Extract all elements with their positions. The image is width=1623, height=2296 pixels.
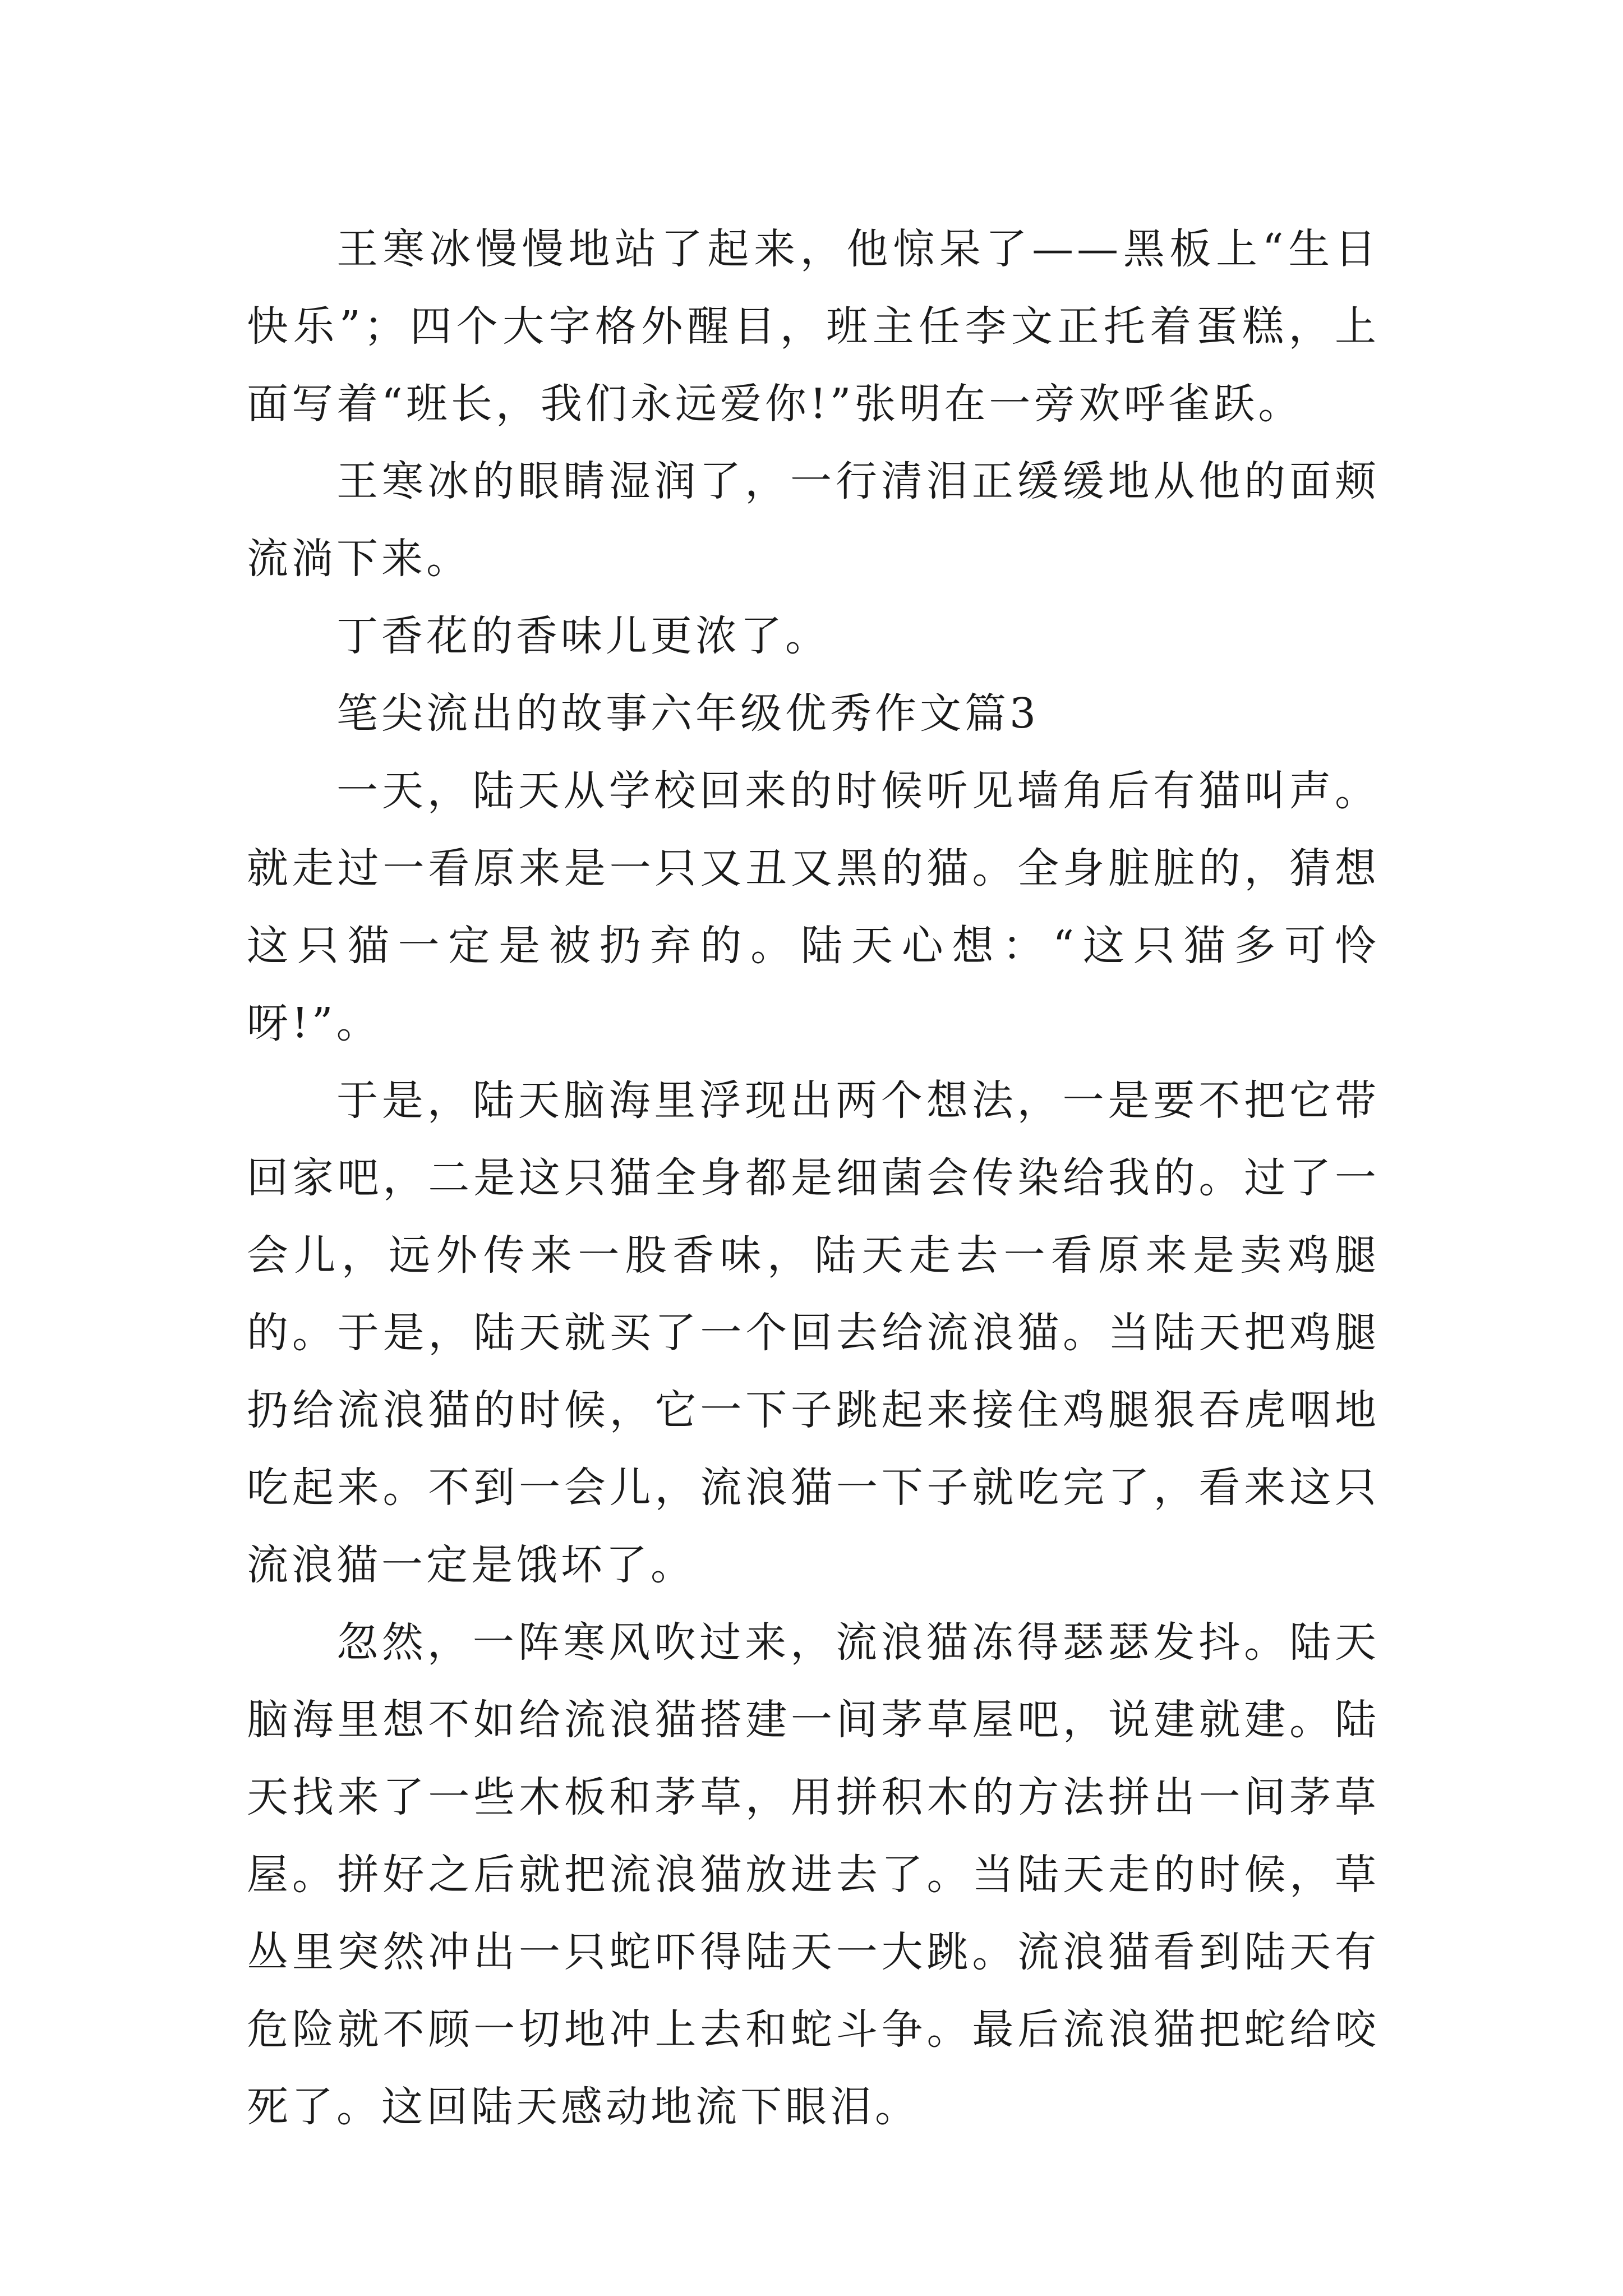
paragraph-tears: 王寒冰的眼睛湿润了，一行清泪正缓缓地从他的面颊流淌下来。: [247, 457, 1380, 583]
paragraph-feeding-cat: 于是，陆天脑海里浮现出两个想法，一是要不把它带回家吧，二是这只猫全身都是细菌会传染给我的。过了一会儿，远外传来一股香味，陆天走去一看原来是卖鸡腿的。于是，陆天就买了一个回去给流浪猫。当陆天把鸡腿扔给流浪猫的时候，它一下子跳起来接住鸡腿狠吞虎咽地吃起来。不到一会儿，流浪猫一下子就吃完了，看来这只流浪猫一定是饿坏了。: [247, 1076, 1380, 1589]
section-heading: 笔尖流出的故事六年级优秀作文篇3: [336, 689, 1040, 738]
paragraph-lilac: 丁香花的香味儿更浓了。: [336, 612, 830, 660]
paragraph-found-cat: 一天，陆天从学校回来的时候听见墙角后有猫叫声。就走过一看原来是一只又丑又黑的猫。全身脏脏的，猜想这只猫一定是被扔弃的。陆天心想：“这只猫多可怜呀!”。: [247, 767, 1380, 1047]
paragraph-straw-hut: 忽然，一阵寒风吹过来，流浪猫冻得瑟瑟发抖。陆天脑海里想不如给流浪猫搭建一间茅草屋吧，说建就建。陆天找来了一些木板和茅草，用拼积木的方法拼出一间茅草屋。拼好之后就把流浪猫放进去了。当陆天走的时候，草丛里突然冲出一只蛇吓得陆天一大跳。流浪猫看到陆天有危险就不顾一切地冲上去和蛇斗争。最后流浪猫把蛇给咬死了。这回陆天感动地流下眼泪。: [247, 1618, 1380, 2131]
paragraph-birthday-surprise: 王寒冰慢慢地站了起来，他惊呆了——黑板上“生日快乐”；四个大字格外醒目，班主任李文正托着蛋糕，上面写着“班长，我们永远爱你!”张明在一旁欢呼雀跃。: [247, 225, 1380, 428]
document-body: [247, 210, 1380, 2146]
